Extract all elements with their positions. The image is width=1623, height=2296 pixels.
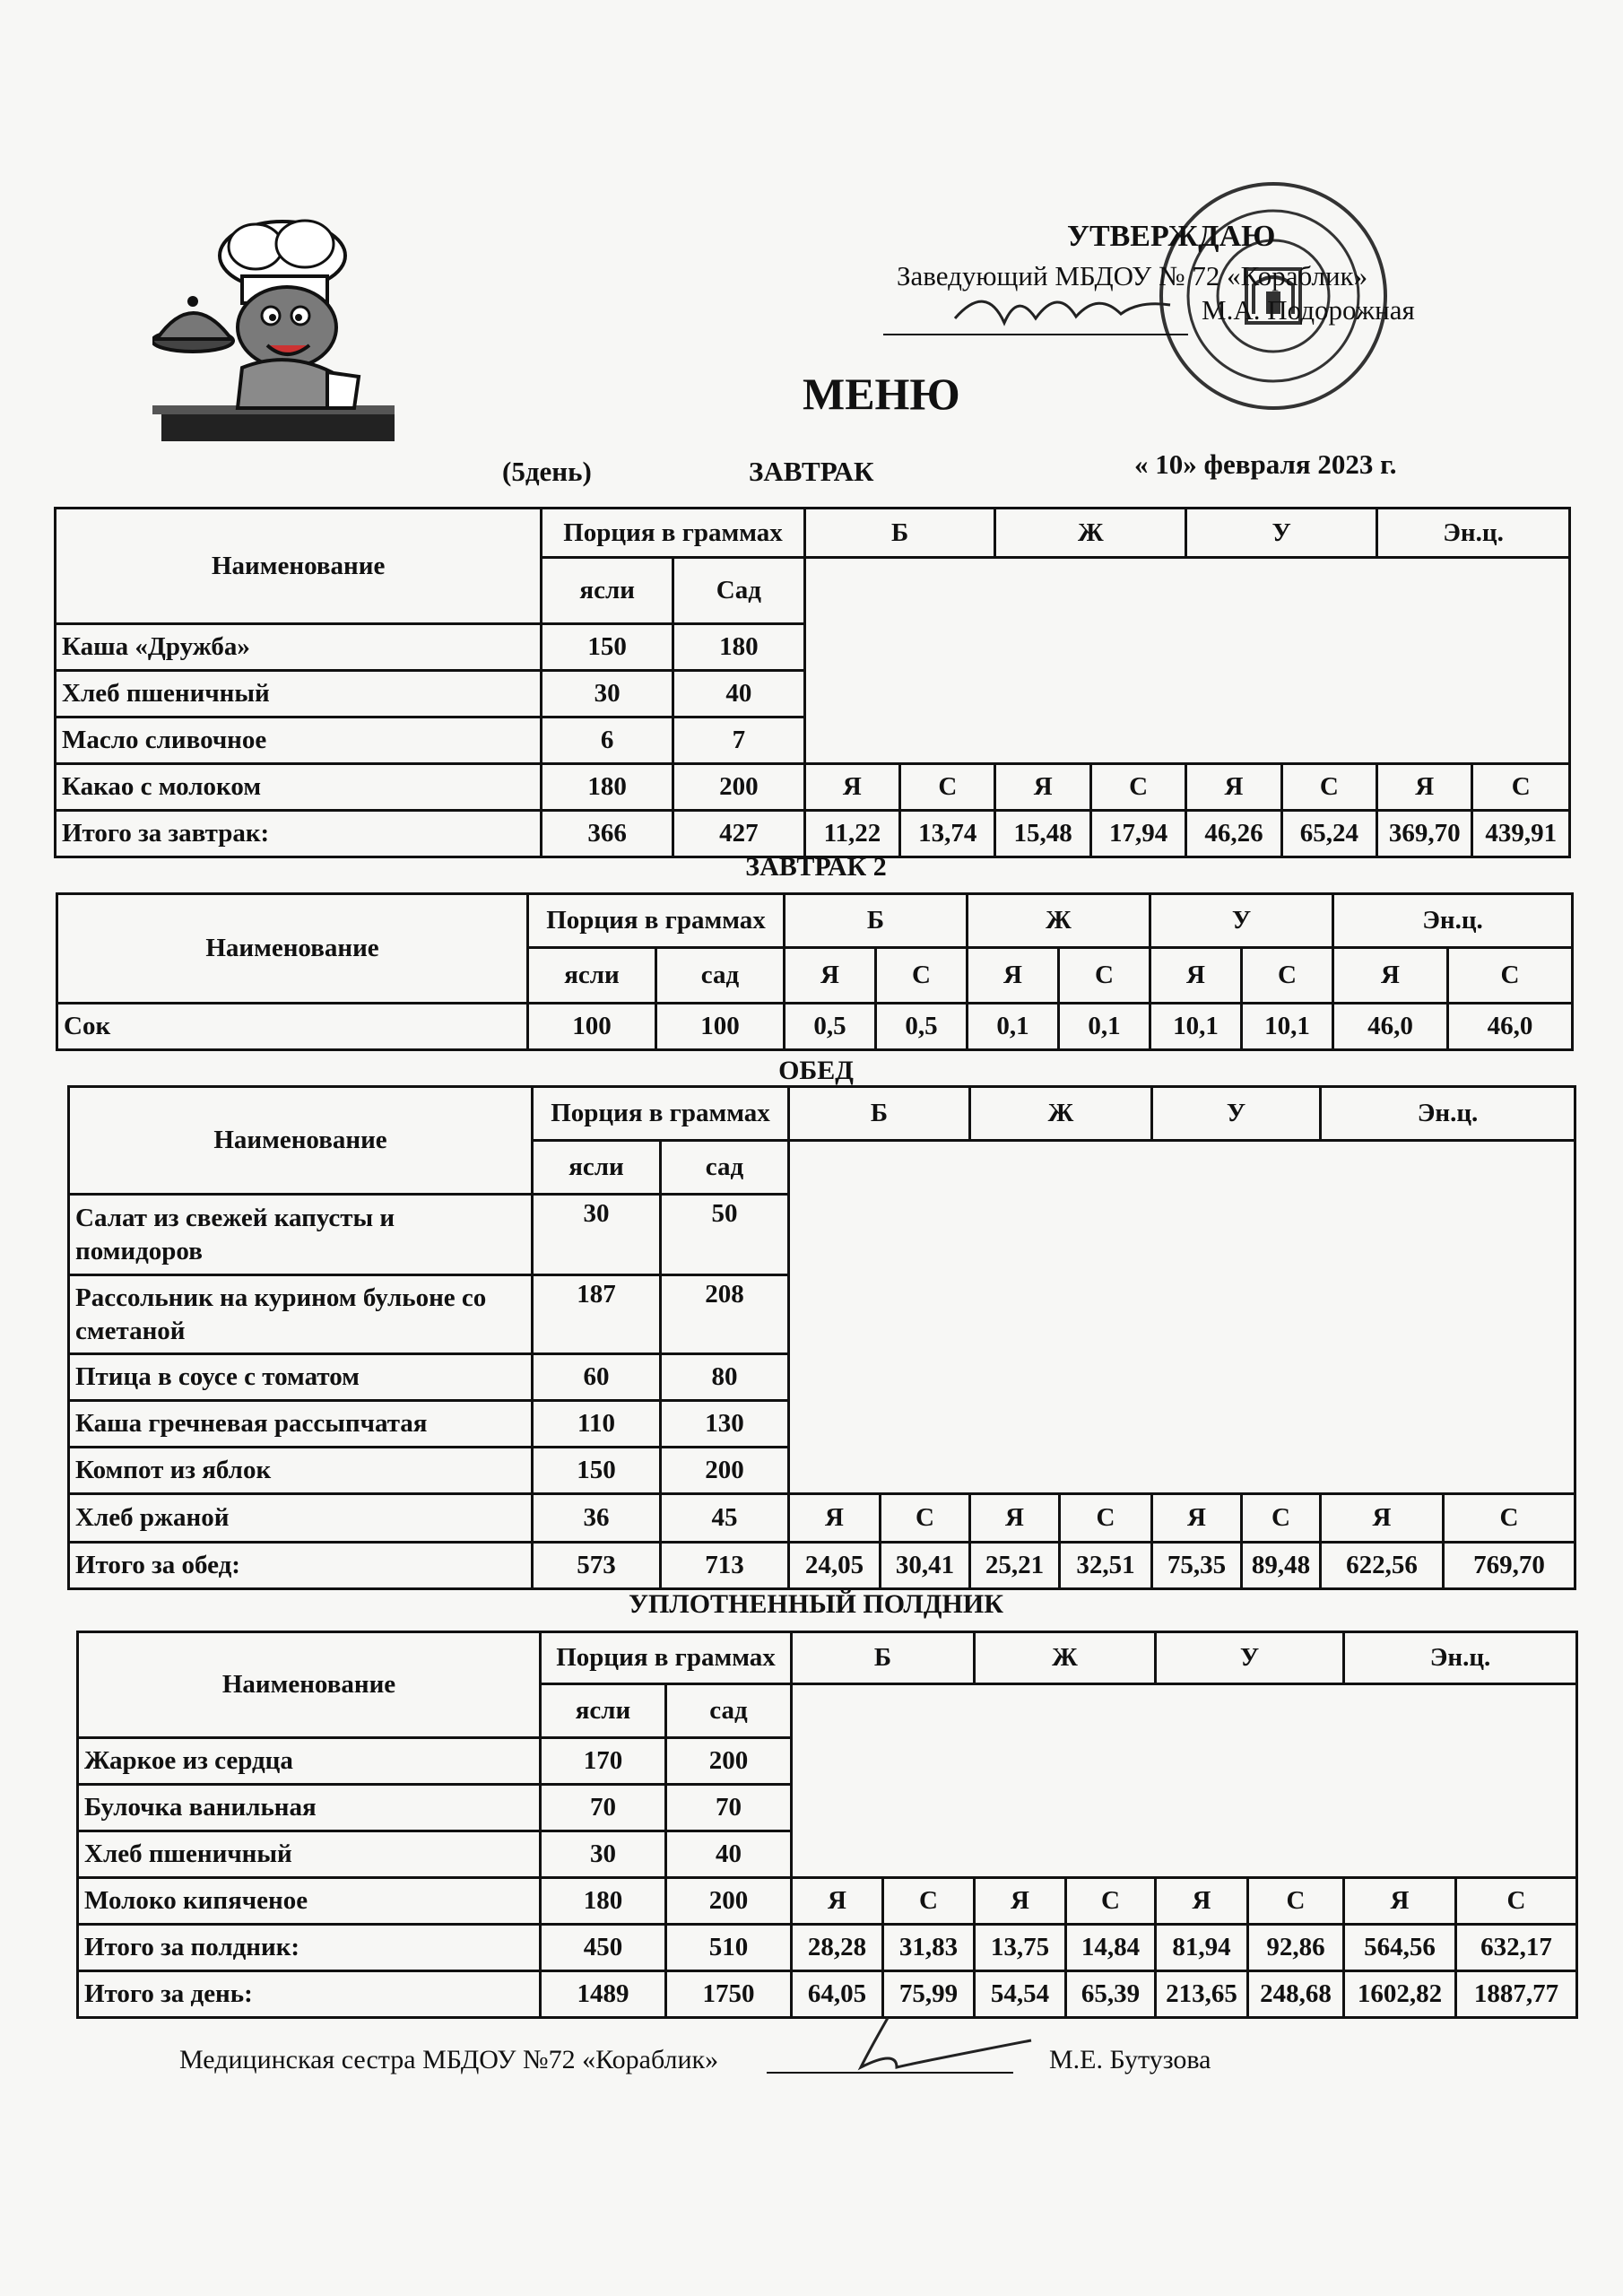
col-en-header: Эн.ц.: [1333, 894, 1573, 948]
nutrition-value: 46,0: [1333, 1004, 1448, 1050]
s-header: С: [1242, 948, 1333, 1004]
yasli-value: 36: [533, 1494, 661, 1543]
ya-header: Я: [1377, 764, 1472, 811]
col-portion-header: Порция в граммах: [542, 509, 804, 558]
table-row-name: Хлеб пшеничный: [56, 671, 542, 718]
page-title: МЕНЮ: [803, 369, 960, 419]
menu-date: « 10» февраля 2023 г.: [1134, 448, 1397, 480]
breakfast2-table: [56, 892, 1574, 1051]
total-value: 622,56: [1321, 1543, 1444, 1589]
s-header: С: [1448, 948, 1573, 1004]
col-en-header: Эн.ц.: [1321, 1087, 1575, 1141]
total-yasli: 450: [541, 1925, 666, 1971]
day-total-value: 64,05: [792, 1971, 883, 2018]
ya-header: Я: [975, 1878, 1066, 1925]
ya-header: Я: [785, 948, 876, 1004]
col-zh-header: Ж: [970, 1087, 1152, 1141]
total-value: 439,91: [1472, 811, 1570, 857]
yasli-value: 150: [542, 624, 673, 671]
yasli-value: 180: [542, 764, 673, 811]
col-en-header: Эн.ц.: [1377, 509, 1570, 558]
total-label: Итого за завтрак:: [56, 811, 542, 857]
nurse-signature: [843, 2013, 1040, 2085]
ya-header: Я: [789, 1494, 881, 1543]
yasli-value: 170: [541, 1738, 666, 1785]
s-header: С: [1059, 948, 1150, 1004]
col-sad-header: сад: [656, 948, 785, 1004]
sad-value: 70: [666, 1785, 792, 1831]
nutrition-value: 0,5: [876, 1004, 968, 1050]
yasli-value: 180: [541, 1878, 666, 1925]
ya-header: Я: [968, 948, 1059, 1004]
ya-header: Я: [1321, 1494, 1444, 1543]
total-label: Итого за обед:: [69, 1543, 533, 1589]
sad-value: 180: [673, 624, 805, 671]
yasli-value: 30: [533, 1195, 661, 1275]
total-value: 632,17: [1456, 1925, 1577, 1971]
sad-value: 40: [666, 1831, 792, 1878]
total-value: 564,56: [1344, 1925, 1456, 1971]
table-row-name: Масло сливочное: [56, 718, 542, 764]
s-header: С: [900, 764, 995, 811]
col-name-header: Наименование: [78, 1632, 541, 1738]
total-value: 13,74: [900, 811, 995, 857]
ya-header: Я: [995, 764, 1090, 811]
sad-value: 130: [661, 1401, 789, 1448]
yasli-value: 187: [533, 1275, 661, 1354]
nurse-name: М.Е. Бутузова: [1049, 2045, 1211, 2074]
col-u-header: У: [1156, 1632, 1344, 1684]
s-header: С: [876, 948, 968, 1004]
ya-header: Я: [1344, 1878, 1456, 1925]
ya-header: Я: [970, 1494, 1060, 1543]
table-row-name: Какао с молоком: [56, 764, 542, 811]
sad-value: 80: [661, 1354, 789, 1401]
sad-value: 100: [656, 1004, 785, 1050]
ya-header: Я: [1152, 1494, 1242, 1543]
sad-value: 45: [661, 1494, 789, 1543]
s-header: С: [1066, 1878, 1156, 1925]
col-name-header: Наименование: [69, 1087, 533, 1195]
table-row-name: Хлеб ржаной: [69, 1494, 533, 1543]
total-value: 369,70: [1377, 811, 1472, 857]
day-total-value: 54,54: [975, 1971, 1066, 2018]
total-value: 30,41: [881, 1543, 970, 1589]
table-row-name: Хлеб пшеничный: [78, 1831, 541, 1878]
total-value: 31,83: [883, 1925, 975, 1971]
sad-value: 40: [673, 671, 805, 718]
total-value: 24,05: [789, 1543, 881, 1589]
total-value: 81,94: [1156, 1925, 1248, 1971]
col-zh-header: Ж: [968, 894, 1150, 948]
yasli-value: 6: [542, 718, 673, 764]
nutrition-blank: [804, 558, 1569, 764]
lunch-title: ОБЕД: [778, 1056, 854, 1085]
sad-value: 200: [661, 1448, 789, 1494]
total-value: 28,28: [792, 1925, 883, 1971]
s-header: С: [1456, 1878, 1577, 1925]
ya-header: Я: [1186, 764, 1281, 811]
col-portion-header: Порция в граммах: [541, 1632, 792, 1684]
col-u-header: У: [1152, 1087, 1321, 1141]
col-portion-header: Порция в граммах: [528, 894, 785, 948]
head-title: Заведующий МБДОУ № 72 «Кораблик»: [897, 260, 1368, 291]
nutrition-blank: [792, 1684, 1577, 1878]
s-header: С: [883, 1878, 975, 1925]
s-header: С: [881, 1494, 970, 1543]
col-zh-header: Ж: [975, 1632, 1156, 1684]
col-b-header: Б: [785, 894, 968, 948]
s-header: С: [1242, 1494, 1321, 1543]
head-name: М.А. Подорожная: [1202, 294, 1415, 326]
yasli-value: 30: [541, 1831, 666, 1878]
col-portion-header: Порция в граммах: [533, 1087, 789, 1141]
total-value: 65,24: [1281, 811, 1376, 857]
ya-header: Я: [1156, 1878, 1248, 1925]
col-yasli-header: ясли: [542, 558, 673, 624]
nutrition-value: 10,1: [1150, 1004, 1242, 1050]
col-yasli-header: ясли: [533, 1141, 661, 1195]
table-row-name: Булочка ванильная: [78, 1785, 541, 1831]
sad-value: 208: [661, 1275, 789, 1354]
col-sad-header: Сад: [673, 558, 805, 624]
yasli-value: 100: [528, 1004, 656, 1050]
total-value: 11,22: [804, 811, 899, 857]
col-name-header: Наименование: [56, 509, 542, 624]
total-yasli: 573: [533, 1543, 661, 1589]
snack-title: УПЛОТНЕННЫЙ ПОЛДНИК: [629, 1589, 1003, 1619]
col-u-header: У: [1150, 894, 1333, 948]
table-row-name: Каша гречневая рассыпчатая: [69, 1401, 533, 1448]
s-header: С: [1248, 1878, 1344, 1925]
nutrition-value: 0,5: [785, 1004, 876, 1050]
col-name-header: Наименование: [57, 894, 528, 1004]
total-value: 769,70: [1444, 1543, 1575, 1589]
day-total-sad: 1750: [666, 1971, 792, 2018]
col-yasli-header: ясли: [541, 1684, 666, 1738]
total-yasli: 366: [542, 811, 673, 857]
ya-header: Я: [1333, 948, 1448, 1004]
head-signature: [950, 274, 1175, 345]
table-row-name: Птица в соусе с томатом: [69, 1354, 533, 1401]
total-value: 89,48: [1242, 1543, 1321, 1589]
col-u-header: У: [1186, 509, 1377, 558]
sad-value: 50: [661, 1195, 789, 1275]
col-sad-header: сад: [666, 1684, 792, 1738]
day-total-value: 65,39: [1066, 1971, 1156, 2018]
sad-value: 200: [666, 1738, 792, 1785]
day-label: (5день): [502, 456, 592, 487]
total-value: 17,94: [1090, 811, 1185, 857]
col-b-header: Б: [792, 1632, 975, 1684]
sad-value: 200: [666, 1878, 792, 1925]
ya-header: Я: [792, 1878, 883, 1925]
total-value: 92,86: [1248, 1925, 1344, 1971]
col-b-header: Б: [789, 1087, 970, 1141]
yasli-value: 30: [542, 671, 673, 718]
col-yasli-header: ясли: [528, 948, 656, 1004]
total-value: 13,75: [975, 1925, 1066, 1971]
s-header: С: [1472, 764, 1570, 811]
day-total-value: 75,99: [883, 1971, 975, 2018]
s-header: С: [1090, 764, 1185, 811]
col-zh-header: Ж: [995, 509, 1186, 558]
ya-header: Я: [1150, 948, 1242, 1004]
table-row-name: Молоко кипяченое: [78, 1878, 541, 1925]
lunch-table: [67, 1085, 1576, 1590]
yasli-value: 60: [533, 1354, 661, 1401]
day-total-label: Итого за день:: [78, 1971, 541, 2018]
nutrition-value: 0,1: [1059, 1004, 1150, 1050]
nutrition-blank: [789, 1141, 1575, 1494]
total-value: 46,26: [1186, 811, 1281, 857]
day-total-value: 1602,82: [1344, 1971, 1456, 2018]
day-total-yasli: 1489: [541, 1971, 666, 2018]
total-value: 25,21: [970, 1543, 1060, 1589]
total-value: 75,35: [1152, 1543, 1242, 1589]
total-sad: 713: [661, 1543, 789, 1589]
s-header: С: [1060, 1494, 1152, 1543]
nutrition-value: 46,0: [1448, 1004, 1573, 1050]
sad-value: 200: [673, 764, 805, 811]
total-value: 15,48: [995, 811, 1090, 857]
approve-label: УТВЕРЖДАЮ: [1067, 220, 1276, 253]
col-en-header: Эн.ц.: [1344, 1632, 1577, 1684]
total-label: Итого за полдник:: [78, 1925, 541, 1971]
nutrition-value: 10,1: [1242, 1004, 1333, 1050]
table-row-name: Салат из свежей капусты и помидоров: [69, 1195, 533, 1275]
chef-illustration: [152, 215, 404, 448]
col-b-header: Б: [804, 509, 995, 558]
yasli-value: 150: [533, 1448, 661, 1494]
s-header: С: [1281, 764, 1376, 811]
nutrition-value: 0,1: [968, 1004, 1059, 1050]
ya-header: Я: [804, 764, 899, 811]
snack-table: [76, 1631, 1578, 2019]
breakfast-title: ЗАВТРАК: [749, 456, 874, 487]
table-row-name: Жаркое из сердца: [78, 1738, 541, 1785]
table-row-name: Рассольник на курином бульоне со сметаной: [69, 1275, 533, 1354]
table-row-name: Компот из яблок: [69, 1448, 533, 1494]
sad-value: 7: [673, 718, 805, 764]
s-header: С: [1444, 1494, 1575, 1543]
table-row-name: Каша «Дружба»: [56, 624, 542, 671]
day-total-value: 1887,77: [1456, 1971, 1577, 2018]
breakfast2-title: ЗАВТРАК 2: [745, 852, 887, 882]
total-sad: 510: [666, 1925, 792, 1971]
total-sad: 427: [673, 811, 805, 857]
day-total-value: 248,68: [1248, 1971, 1344, 2018]
yasli-value: 110: [533, 1401, 661, 1448]
table-row-name: Сок: [57, 1004, 528, 1050]
nurse-title: Медицинская сестра МБДОУ №72 «Кораблик»: [179, 2045, 719, 2074]
total-value: 32,51: [1060, 1543, 1152, 1589]
day-total-value: 213,65: [1156, 1971, 1248, 2018]
breakfast-table: [54, 507, 1571, 858]
total-value: 14,84: [1066, 1925, 1156, 1971]
yasli-value: 70: [541, 1785, 666, 1831]
col-sad-header: сад: [661, 1141, 789, 1195]
